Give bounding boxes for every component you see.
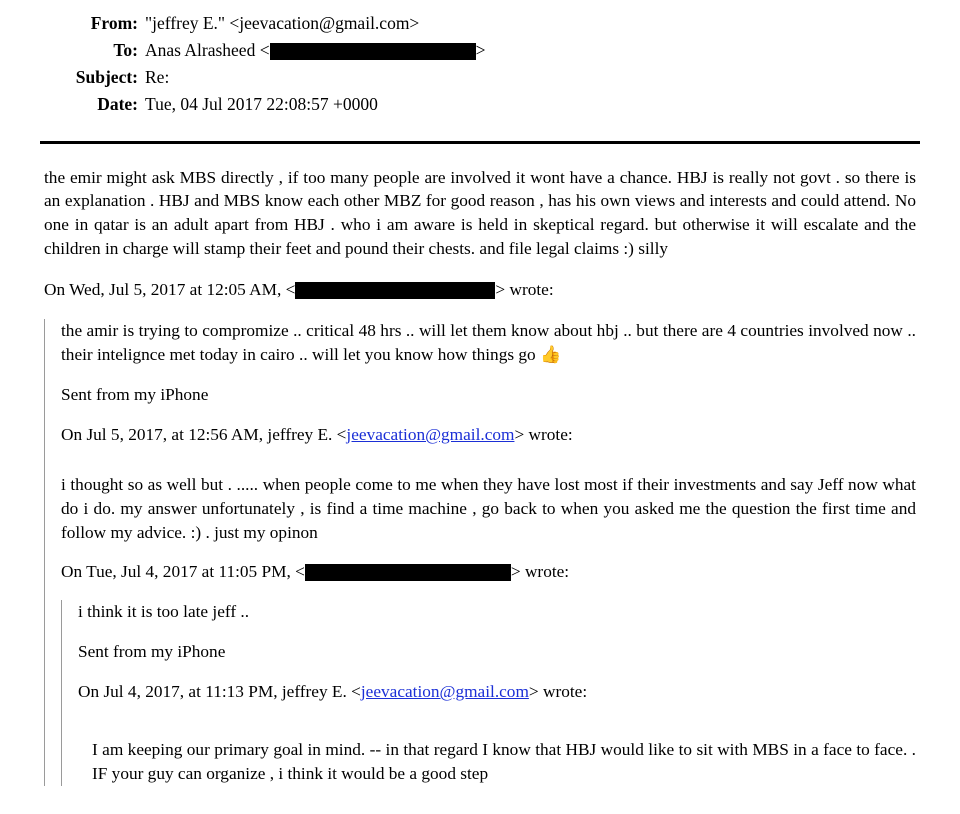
header-value-to: [145, 37, 960, 64]
quote-1-attribution-prefix: On Wed, Jul 5, 2017 at 12:05 AM, <: [44, 280, 296, 300]
thumbs-up-icon: 👍: [540, 345, 562, 365]
quote-1-next-attribution-suffix: > wrote:: [514, 424, 573, 444]
message-body-top: the emir might ask MBS directly , if too many people are involved it wont have a chance. HBJ is really not govt . so there is an explanation . HBJ and MBS know each other MBZ for good reason , has his own views and interests and could attend. No one in qatar is an adult apart from HBJ . who i am aware is held in skeptical regard. but otherwise it will escalate and the children in charge will stamp their feet and pound their chests. and file legal claims :) silly: [44, 167, 916, 259]
quote-2-signature: Sent from my iPhone: [78, 642, 226, 662]
header-row-to: [0, 37, 960, 64]
header-row-from: [0, 10, 960, 37]
header-row-subject: [0, 64, 960, 91]
email-link-jeevacation-2[interactable]: jeevacation@gmail.com: [360, 681, 529, 701]
redaction-bar-quote-1-email: [295, 282, 495, 299]
quote-1-text-body: the amir is trying to compromize .. critical 48 hrs .. will let them know about hbj .. but there are 4 countries involved now .. their intelignce met today in cairo .. will let you know how things go: [61, 321, 916, 365]
header-value-subject: Re:: [145, 67, 170, 88]
redaction-bar-recipient-email: [270, 43, 476, 60]
quote-2-next-attribution-prefix: On Jul 4, 2017, at 11:13 PM, jeffrey E. <: [78, 681, 361, 701]
quote-2-next-attribution: [78, 680, 916, 704]
quote-2-text: i thought so as well but . ..... when people come to me when they have lost most if their investments and say Jeff now what do i do. my answer unfortunately , is find a time machine , go back to when you asked me the question the first time and follow my advice. :) . just my opinon: [61, 474, 916, 542]
quote-2-next-attribution-suffix: > wrote:: [528, 681, 588, 701]
quote-1-text: [61, 319, 916, 367]
header-label-date: Date:: [97, 94, 138, 115]
header-label-to: To:: [113, 40, 138, 61]
quote-1-signature: Sent from my iPhone: [61, 385, 209, 405]
header-row-date: [0, 91, 960, 118]
quote-2-spacer: [78, 720, 916, 738]
quote-1-block: [44, 319, 916, 785]
header-value-date: Tue, 04 Jul 2017 22:08:57 +0000: [145, 94, 378, 115]
header-label-from: From:: [90, 13, 138, 33]
quote-level-2: [61, 473, 916, 786]
quote-2-attribution: [61, 560, 916, 584]
quote-2-attribution-suffix: > wrote:: [510, 562, 570, 582]
quote-2-attribution-prefix: On Tue, Jul 4, 2017 at 11:05 PM, <: [61, 562, 305, 582]
quote-3-text: I am keeping our primary goal in mind. -- in that regard I know that HBJ would like to sit with MBS in a face to face. . IF your guy can organize , i think it would be a good step: [92, 739, 916, 783]
quote-2-reply-text: i think it is too late jeff ..: [78, 602, 250, 622]
quote-1-attribution-suffix: > wrote:: [495, 280, 554, 300]
quote-1-spacer: [61, 463, 916, 473]
redaction-bar-quote-2-email: [305, 564, 511, 581]
quote-level-1: [44, 278, 916, 785]
quote-1-next-attribution: [61, 423, 916, 447]
quote-1-next-attribution-prefix: On Jul 5, 2017, at 12:56 AM, jeffrey E. <: [61, 424, 347, 444]
header-value-from: "jeffrey E." <jeevacation@gmail.com>: [145, 13, 420, 33]
header-label-subject: Subject:: [75, 67, 138, 88]
header-value-to-suffix: >: [475, 40, 486, 61]
email-header: [0, 0, 960, 119]
header-value-to-prefix: Anas Alrasheed <: [145, 40, 270, 61]
email-link-jeevacation-1[interactable]: jeevacation@gmail.com: [346, 424, 515, 444]
quote-2-block: [61, 600, 916, 785]
quote-1-attribution: [44, 278, 916, 302]
email-body: [0, 144, 960, 786]
quote-level-3: [78, 738, 916, 786]
